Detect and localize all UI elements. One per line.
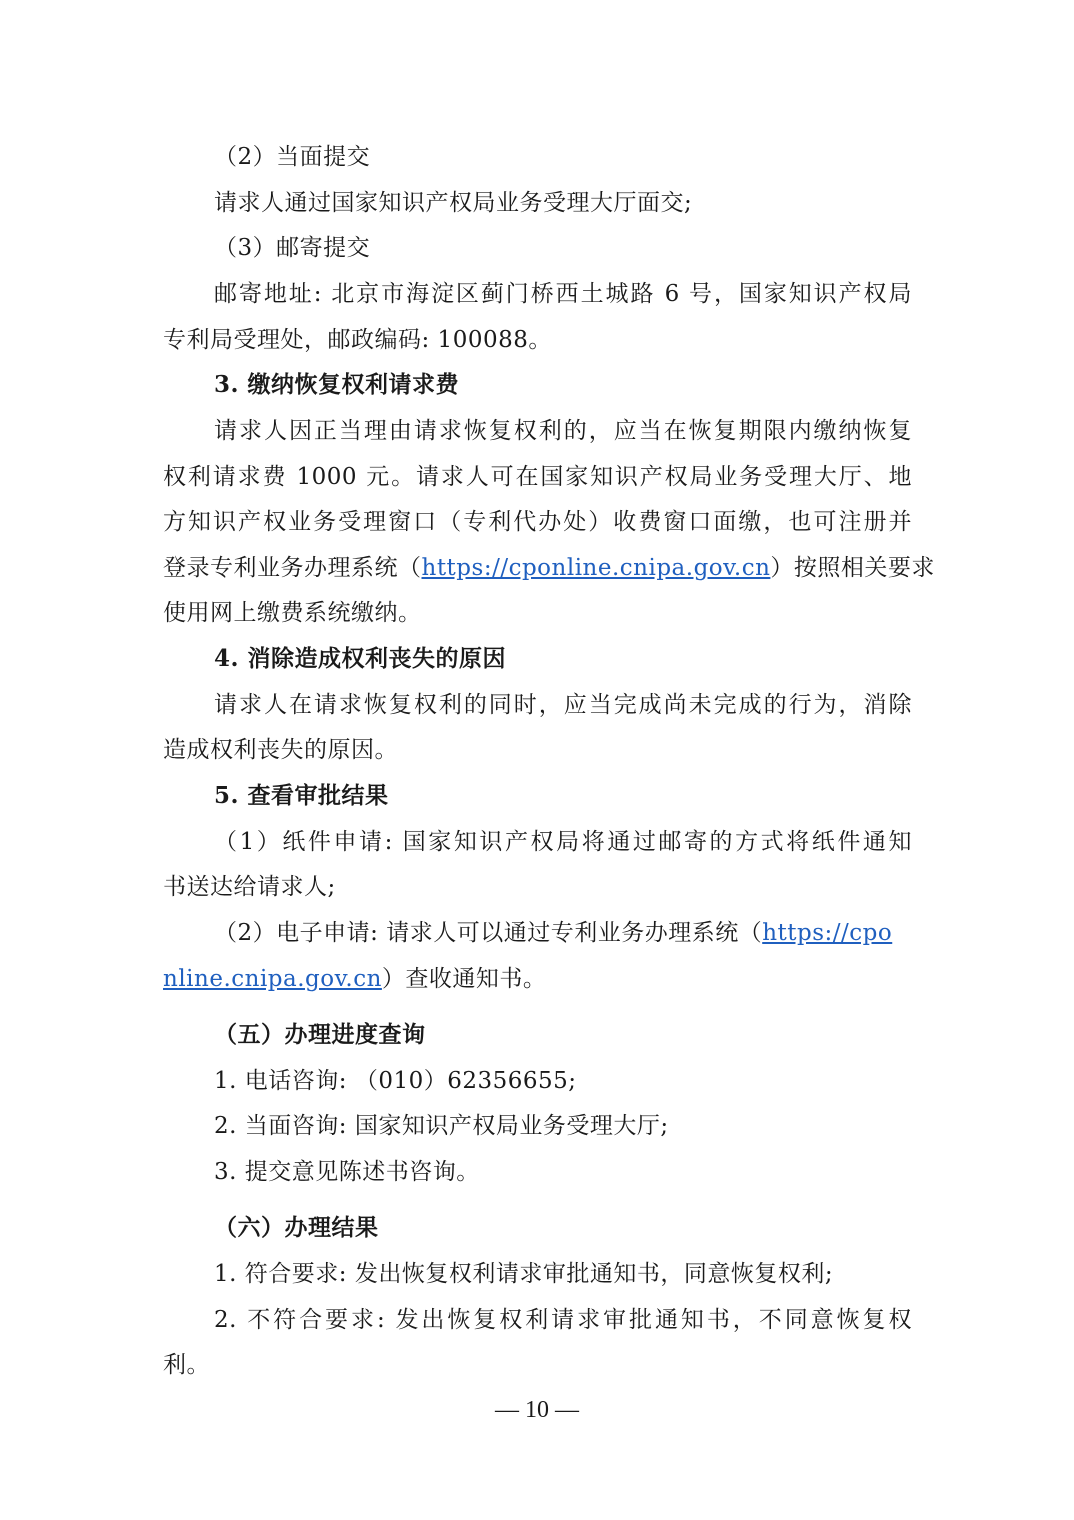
paragraph-line-with-link xyxy=(163,964,912,994)
list-item: 2. 不符合要求: 发出恢复权利请求审批通知书，不同意恢复权 xyxy=(214,1307,912,1333)
paragraph-line: 造成权利丧失的原因。 xyxy=(163,737,398,763)
text-segment: ）按照相关要求 xyxy=(770,555,935,581)
paragraph-line: （1）纸件申请: 国家知识产权局将通过邮寄的方式将纸件通知 xyxy=(214,829,912,855)
paragraph-line: 邮寄地址: 北京市海淀区蓟门桥西土城路 6 号，国家知识产权局 xyxy=(214,281,912,307)
paragraph-line: 请求人因正当理由请求恢复权利的，应当在恢复期限内缴纳恢复 xyxy=(214,418,912,444)
list-item: 1. 符合要求: 发出恢复权利请求审批通知书，同意恢复权利; xyxy=(214,1261,834,1287)
list-item-continued: 利。 xyxy=(163,1352,210,1378)
paragraph-line: 书送达给请求人; xyxy=(163,874,336,900)
paragraph-line: 请求人在请求恢复权利的同时，应当完成尚未完成的行为，消除 xyxy=(214,692,912,718)
cponline-link[interactable]: https://cpo xyxy=(762,920,893,946)
paragraph-line: 请求人通过国家知识产权局业务受理大厅面交; xyxy=(214,190,693,216)
subsection-heading-result: （六）办理结果 xyxy=(214,1214,379,1241)
section-heading-4: 4. 消除造成权利丧失的原因 xyxy=(214,645,507,672)
paragraph-line-with-link xyxy=(163,553,935,583)
section-heading-3: 3. 缴纳恢复权利请求费 xyxy=(214,371,460,398)
cponline-link[interactable]: https://cponline.cnipa.gov.cn xyxy=(421,555,771,581)
text-segment: ）查收通知书。 xyxy=(381,966,547,992)
cponline-link-continued[interactable]: nline.cnipa.gov.cn xyxy=(163,966,382,992)
paragraph-line-with-link xyxy=(214,918,912,948)
subsection-heading-progress-query: （五）办理进度查询 xyxy=(214,1021,426,1048)
item-in-person-heading: （2）当面提交 xyxy=(214,144,371,170)
section-heading-5: 5. 查看审批结果 xyxy=(214,782,389,809)
text-segment: 登录专利业务办理系统（ xyxy=(163,555,422,581)
paragraph-line: 专利局受理处，邮政编码: 100088。 xyxy=(163,327,552,353)
list-item: 3. 提交意见陈述书咨询。 xyxy=(214,1159,480,1185)
text-segment: （2）电子申请: 请求人可以通过专利业务办理系统（ xyxy=(214,920,763,946)
paragraph-line: 方知识产权业务受理窗口（专利代办处）收费窗口面缴，也可注册并 xyxy=(163,509,912,535)
item-mail-heading: （3）邮寄提交 xyxy=(214,235,371,261)
list-item: 1. 电话咨询: （010）62356655; xyxy=(214,1068,577,1094)
page-number: — 10 — xyxy=(495,1397,579,1423)
list-item: 2. 当面咨询: 国家知识产权局业务受理大厅; xyxy=(214,1113,669,1139)
paragraph-line: 权利请求费 1000 元。请求人可在国家知识产权局业务受理大厅、地 xyxy=(163,464,912,490)
paragraph-line: 使用网上缴费系统缴纳。 xyxy=(163,600,422,626)
